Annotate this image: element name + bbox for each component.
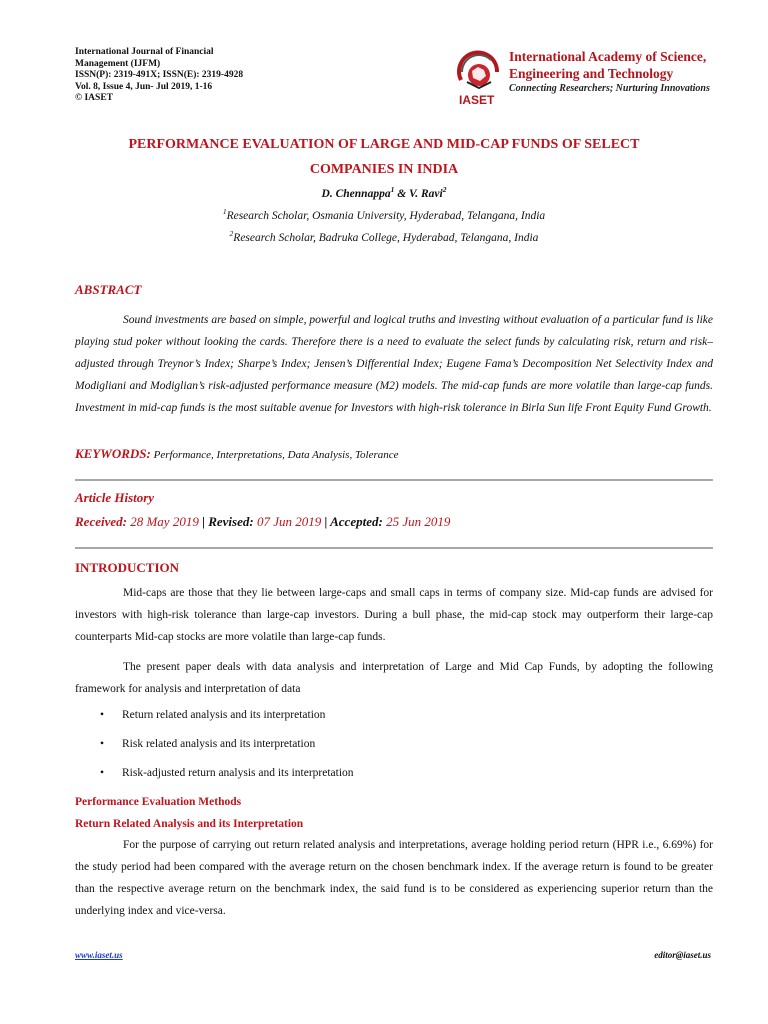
subheading-performance-methods: Performance Evaluation Methods [75, 796, 242, 808]
article-history-heading: Article History [75, 490, 155, 505]
accepted-date: 25 Jun 2019 [386, 514, 451, 529]
journal-info [75, 47, 275, 105]
revised-date: 07 Jun 2019 [256, 514, 322, 529]
received-label: Received: [75, 514, 131, 529]
intro-paragraph-3: For the purpose of carrying out return related analysis and interpretations, average holding period return (HPR i.e., 6.69%) for the study period had been compared with the average return on the chosen benchmark index. If the average return is found to be greater than the respective average return on the benchmark index, the said fund is to be considered as experiencing superior return than the underlying index and vice-versa. [75, 839, 713, 917]
list-item [100, 767, 354, 779]
affiliation-1-sup: 1 [222, 207, 227, 217]
dates-separator-1: | [198, 514, 209, 529]
author-1: D. Chennappa [321, 188, 391, 200]
list-item-text: Risk related analysis and its interpretation [122, 738, 316, 750]
article-dates [75, 514, 450, 530]
author-2-sup: 2 [442, 185, 447, 195]
iaset-logo [453, 48, 713, 108]
dates-separator-2: | [321, 514, 331, 529]
journal-volume: Vol. 8, Issue 4, Jun- Jul 2019, 1-16 [75, 81, 213, 92]
iaset-emblem-icon [453, 48, 507, 108]
affiliation-1-text: Research Scholar, Osmania University, Hyderabad, Telangana, India [226, 210, 546, 222]
list-item [100, 738, 315, 750]
logo-tagline: Connecting Researchers; Nurturing Innovations [509, 83, 710, 94]
affiliation-2-sup: 2 [229, 229, 234, 239]
authors [60, 185, 708, 200]
divider-top [75, 479, 713, 481]
author-1-sup: 1 [390, 185, 395, 195]
journal-copyright: © IASET [75, 93, 113, 103]
abstract-text: Sound investments are based on simple, powerful and logical truths and investing without evaluation of a particular fund is like playing stud poker without looking the cards. Therefore there is a need to evaluate the select funds by calculating risk, return and risk–adjusted through Treynor’s Index; Sharpe’s Index; Jensen’s Differential Index; Eugene Fama’s Decomposition Net Selectivity Index and Modigliani and Modiglian’s risk-adjusted performance measure (M2) models. The mid-cap funds are more volatile than large-cap funds. Investment in mid-cap funds is the most suitable avenue for Investors with high-risk tolerance in Birla Sun life Front Equity Fund Growth. [75, 314, 713, 414]
list-item [100, 709, 325, 721]
keywords [75, 446, 399, 462]
title-line1: PERFORMANCE EVALUATION OF LARGE AND MID-CAP FUNDS OF SELECT [128, 137, 640, 152]
editor-email: editor@iaset.us [654, 950, 711, 960]
journal-issn: ISSN(P): 2319-491X; ISSN(E): 2319-4928 [75, 70, 244, 80]
divider-bottom [75, 547, 713, 549]
received-date: 28 May 2019 [130, 514, 199, 529]
logo-org-line2: Engineering and Technology [509, 66, 674, 81]
journal-name-line2: Management (IJFM) [75, 58, 161, 69]
paper-title [60, 132, 708, 182]
intro-paragraph-2: The present paper deals with data analysis and interpretation of Large and Mid Cap Funds, by adopting the following framework for analysis and interpretation of data [75, 661, 713, 695]
accepted-label: Accepted: [330, 514, 387, 529]
intro-paragraph-1: Mid-caps are those that they lie between large-caps and small caps in terms of company size. Mid-cap funds are advised for investors with high-risk tolerance than large-cap investors. During a bull phase, the mid-cap stock may outperform their large-cap counterparts Mid-cap stocks are more volatile than large-cap funds. [75, 587, 713, 643]
abstract-body [75, 309, 713, 419]
abstract-heading: ABSTRACT [75, 282, 142, 297]
affiliation-2 [60, 229, 708, 244]
affiliation-2-text: Research Scholar, Badruka College, Hyderabad, Telangana, India [233, 232, 539, 244]
website-link[interactable]: www.iaset.us [75, 950, 123, 960]
affiliation-1 [60, 207, 708, 222]
logo-org-line1: International Academy of Science, [509, 49, 707, 64]
subheading-return-analysis: Return Related Analysis and its Interpretation [75, 818, 304, 830]
revised-label: Revised: [208, 514, 257, 529]
author-2: V. Ravi [409, 188, 443, 200]
author-separator: & [394, 188, 410, 200]
list-item-text: Return related analysis and its interpretation [122, 709, 326, 721]
bullet-icon: • [100, 767, 105, 779]
list-item-text: Risk-adjusted return analysis and its interpretation [122, 767, 354, 779]
logo-abbr: IASET [459, 93, 495, 107]
introduction-heading: INTRODUCTION [75, 560, 180, 575]
bullet-icon: • [100, 709, 105, 721]
title-line2: COMPANIES IN INDIA [309, 162, 459, 177]
journal-name-line1: International Journal of Financial [75, 47, 214, 57]
bullet-icon: • [100, 738, 105, 750]
keywords-text: Performance, Interpretations, Data Analysis, Tolerance [150, 449, 399, 461]
keywords-label: KEYWORDS: [75, 446, 151, 461]
